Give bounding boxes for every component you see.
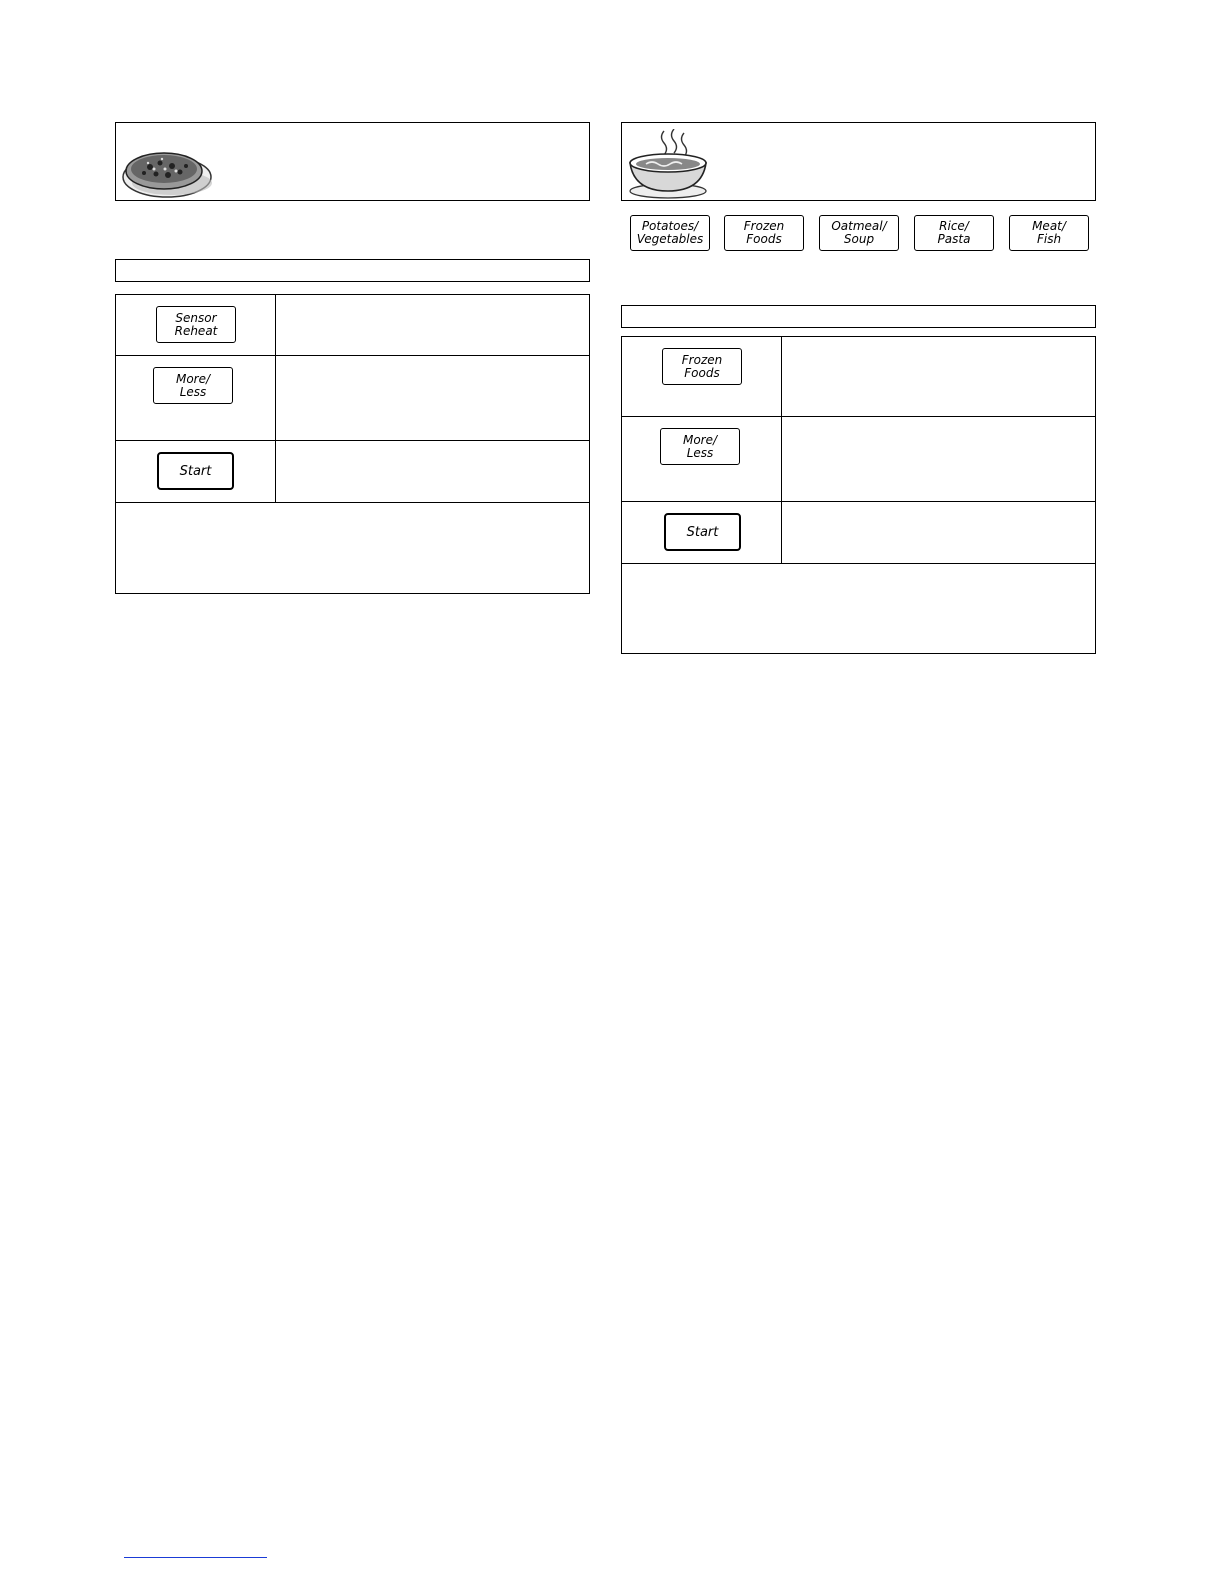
pizza-plate-icon <box>120 129 220 201</box>
potatoes-vegetables-key[interactable]: Potatoes/ Vegetables <box>630 215 710 251</box>
right-header-box <box>621 122 1096 201</box>
left-section-strip <box>115 259 590 282</box>
frozen-foods-key[interactable]: Frozen Foods <box>662 348 742 385</box>
step-row <box>622 337 1095 417</box>
step-row <box>116 441 589 503</box>
food-category-keys <box>630 215 1090 253</box>
start-key[interactable]: Start <box>664 513 741 551</box>
footer-rule <box>124 1557 267 1558</box>
more-less-key[interactable]: More/ Less <box>153 367 233 404</box>
start-key[interactable]: Start <box>157 452 234 490</box>
more-less-key[interactable]: More/ Less <box>660 428 740 465</box>
left-header-box <box>115 122 590 201</box>
note-area <box>116 503 589 592</box>
step-row <box>116 295 589 356</box>
frozen-foods-key[interactable]: Frozen Foods <box>724 215 804 251</box>
step-row <box>622 417 1095 502</box>
right-steps-table <box>621 336 1096 654</box>
sensor-reheat-key[interactable]: Sensor Reheat <box>156 306 236 343</box>
meat-fish-key[interactable]: Meat/ Fish <box>1009 215 1089 251</box>
note-area <box>622 564 1095 653</box>
left-steps-table <box>115 294 590 594</box>
rice-pasta-key[interactable]: Rice/ Pasta <box>914 215 994 251</box>
oatmeal-soup-key[interactable]: Oatmeal/ Soup <box>819 215 899 251</box>
step-row <box>622 502 1095 564</box>
right-section-strip <box>621 305 1096 328</box>
steaming-soup-bowl-icon <box>626 129 714 203</box>
step-row <box>116 356 589 441</box>
